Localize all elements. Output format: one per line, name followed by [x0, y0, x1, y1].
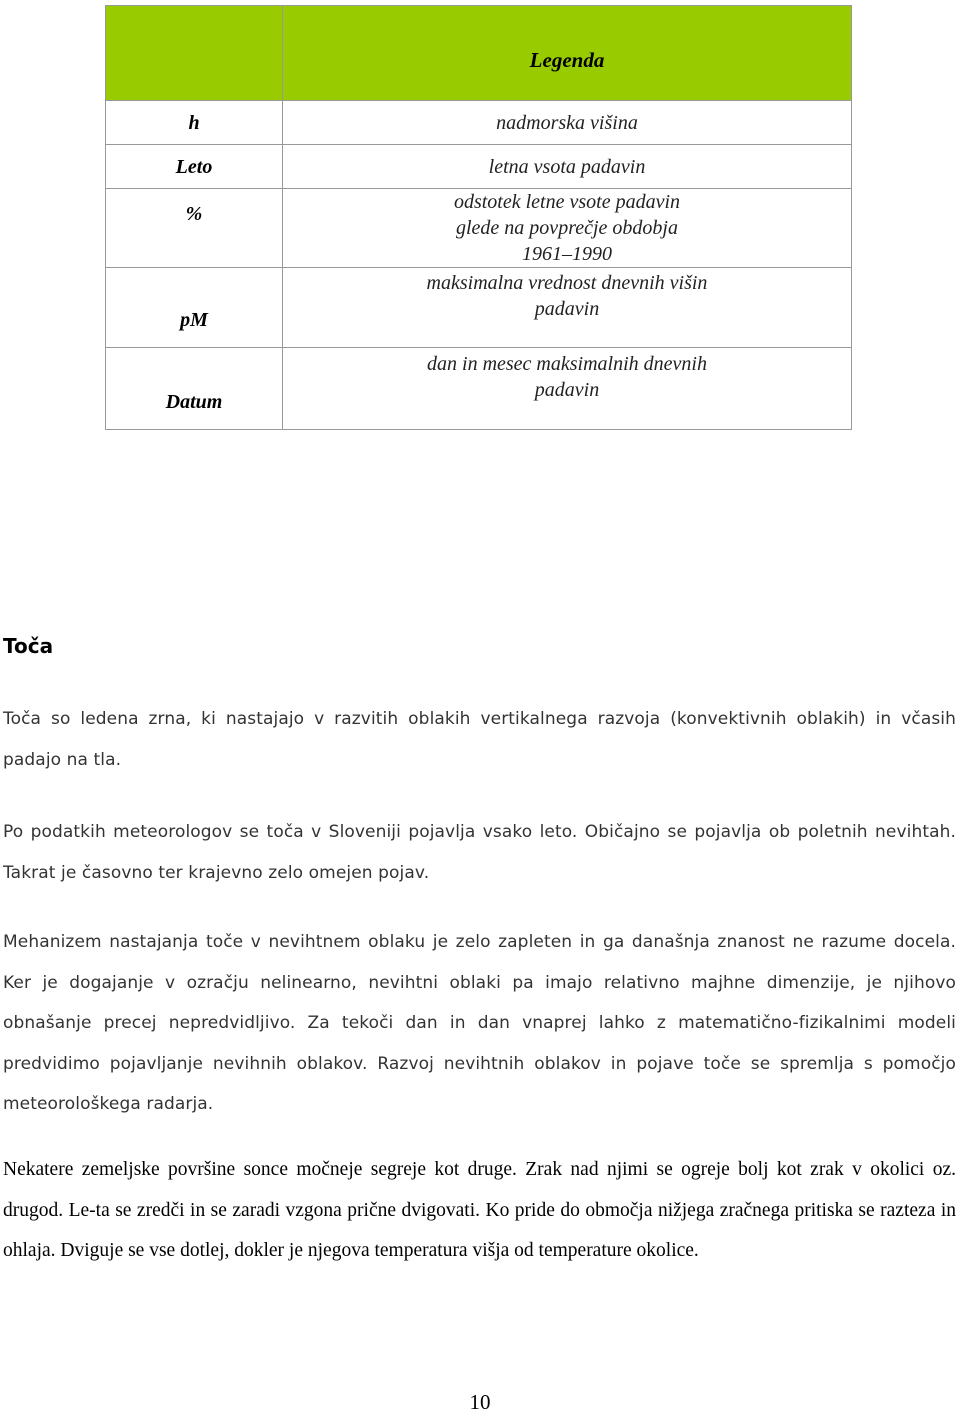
legend-table [105, 5, 852, 430]
legend-desc-leto: letna vsota padavin [283, 145, 852, 189]
legend-key-pm: pM [106, 268, 283, 348]
legend-key-leto: Leto [106, 145, 283, 189]
legend-desc-datum: dan in mesec maksimalnih dnevnih padavin [283, 348, 852, 430]
legend-desc-h: nadmorska višina [283, 101, 852, 145]
legend-header: Legenda [283, 6, 852, 101]
legend-key-h: h [106, 101, 283, 145]
paragraph-2: Po podatkih meteorologov se toča v Sloveniji pojavlja vsako leto. Običajno se pojavlja ob poletnih nevihtah. Takrat je časovno ter krajevno zelo omejen pojav. [3, 822, 956, 883]
legend-desc-percent: odstotek letne vsote padavin glede na povprečje obdobja 1961–1990 [283, 189, 852, 268]
paragraph-3: Mehanizem nastajanja toče v nevihtnem oblaku je zelo zapleten in ga današnja znanost ne razume docela. Ker je dogajanje v ozračju nelinearno, nevihtni oblaki pa imajo relativno majhne dimenzije, je njihovo obnašanje precej nepredvidljivo. Za tekoči dan in dan vnaprej lahko z matematično-fizikalnimi modeli predvidimo pojavljanje nevihnih oblakov. Razvoj nevihtnih oblakov in pojave toče se spremlja s pomočjo meteorološkega radarja. [3, 932, 956, 1114]
page-number: 10 [469, 1390, 491, 1414]
legend-header-empty-cell [106, 6, 283, 101]
paragraph-4: Nekatere zemeljske površine sonce močneje segreje kot druge. Zrak nad njimi se ogreje bolj kot zrak v okolici oz. drugod. Le-ta se zredči in se zaradi vzgona prične dvigovati. Ko pride do območja nižjega zračnega pritiska se razteza in ohlaja. Dviguje se vse dotlej, dokler je njegova temperatura višja od temperature okolice. [3, 1159, 956, 1261]
legend-key-percent: % [106, 189, 283, 268]
paragraph-1: Toča so ledena zrna, ki nastajajo v razvitih oblakih vertikalnega razvoja (konvektivnih oblakih) in včasih padajo na tla. [3, 709, 956, 770]
legend-desc-pm: maksimalna vrednost dnevnih višin padavin [283, 268, 852, 348]
legend-key-datum: Datum [106, 348, 283, 430]
section-title: Toča [3, 634, 54, 658]
